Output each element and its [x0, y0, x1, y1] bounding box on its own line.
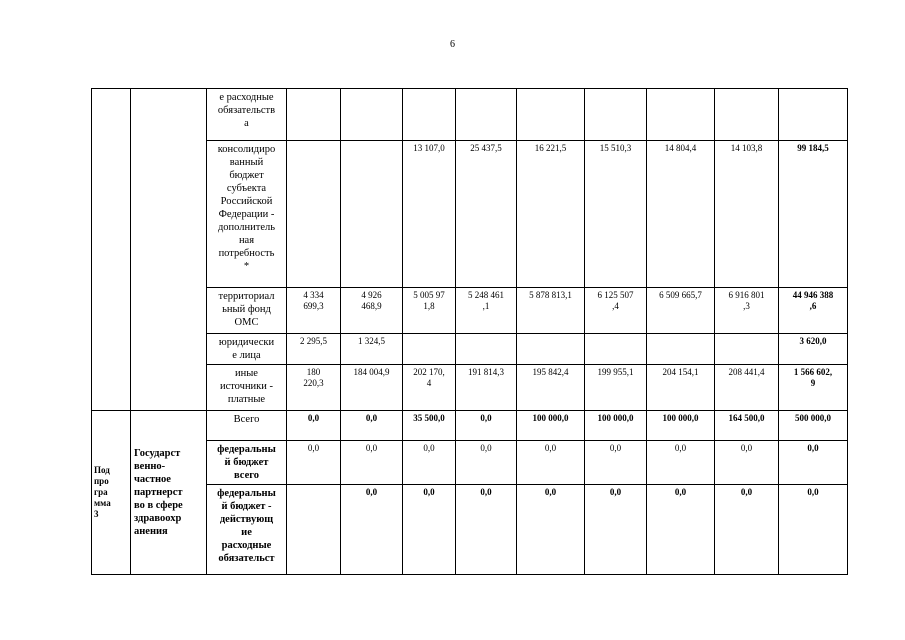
row-label: федеральны й бюджет всего: [207, 441, 287, 485]
total-cell: 500 000,0: [779, 411, 848, 441]
value-cell: 180 220,3: [287, 365, 341, 411]
subprogram-code-cell: [92, 89, 131, 411]
value-cell: 0,0: [456, 485, 517, 575]
value-cell: [341, 141, 403, 288]
value-cell: 16 221,5: [517, 141, 585, 288]
value-cell: [715, 89, 779, 141]
page-number: 6: [450, 39, 455, 50]
value-cell: 0,0: [517, 441, 585, 485]
value-cell: [287, 141, 341, 288]
value-cell: 0,0: [403, 485, 456, 575]
value-cell: 25 437,5: [456, 141, 517, 288]
value-cell: 195 842,4: [517, 365, 585, 411]
value-cell: 6 509 665,7: [647, 288, 715, 334]
value-cell: [585, 334, 647, 365]
value-cell: [517, 89, 585, 141]
value-cell: 164 500,0: [715, 411, 779, 441]
row-label: иные источники - платные: [207, 365, 287, 411]
table-row: [92, 411, 848, 441]
value-cell: [715, 334, 779, 365]
row-label: Всего: [207, 411, 287, 441]
value-cell: [456, 89, 517, 141]
value-cell: 0,0: [403, 441, 456, 485]
value-cell: 184 004,9: [341, 365, 403, 411]
value-cell: 204 154,1: [647, 365, 715, 411]
value-cell: 0,0: [287, 441, 341, 485]
value-cell: 0,0: [341, 411, 403, 441]
row-label: консолидиро ванный бюджет субъекта Российской Федерации - дополнитель ная потребность *: [207, 141, 287, 288]
value-cell: [647, 89, 715, 141]
value-cell: [517, 334, 585, 365]
total-cell: 0,0: [779, 441, 848, 485]
value-cell: 0,0: [647, 441, 715, 485]
value-cell: [403, 89, 456, 141]
value-cell: 0,0: [456, 441, 517, 485]
value-cell: [287, 485, 341, 575]
value-cell: 0,0: [585, 485, 647, 575]
value-cell: [647, 334, 715, 365]
value-cell: 35 500,0: [403, 411, 456, 441]
value-cell: [287, 89, 341, 141]
value-cell: 208 441,4: [715, 365, 779, 411]
total-cell: 3 620,0: [779, 334, 848, 365]
subprogram-name: Государст венно- частное партнерст во в сфере здравоохр анения: [131, 411, 207, 575]
value-cell: 0,0: [517, 485, 585, 575]
value-cell: 0,0: [341, 485, 403, 575]
value-cell: [456, 334, 517, 365]
value-cell: 100 000,0: [647, 411, 715, 441]
value-cell: 15 510,3: [585, 141, 647, 288]
value-cell: 5 878 813,1: [517, 288, 585, 334]
value-cell: 0,0: [647, 485, 715, 575]
value-cell: 0,0: [715, 485, 779, 575]
subprogram-name-cell: [131, 89, 207, 411]
total-cell: 44 946 388 ,6: [779, 288, 848, 334]
value-cell: [403, 334, 456, 365]
value-cell: 0,0: [585, 441, 647, 485]
value-cell: 1 324,5: [341, 334, 403, 365]
value-cell: 191 814,3: [456, 365, 517, 411]
value-cell: 100 000,0: [517, 411, 585, 441]
value-cell: 14 103,8: [715, 141, 779, 288]
value-cell: 6 916 801 ,3: [715, 288, 779, 334]
value-cell: [341, 89, 403, 141]
subprogram-code: Под про гра мма 3: [92, 411, 131, 575]
value-cell: 4 334 699,3: [287, 288, 341, 334]
total-cell: [779, 89, 848, 141]
total-cell: 0,0: [779, 485, 848, 575]
row-label: территориал ьный фонд ОМС: [207, 288, 287, 334]
value-cell: 14 804,4: [647, 141, 715, 288]
budget-table: [91, 88, 848, 575]
value-cell: 4 926 468,9: [341, 288, 403, 334]
table-row: [92, 89, 848, 141]
value-cell: 2 295,5: [287, 334, 341, 365]
value-cell: 6 125 507 ,4: [585, 288, 647, 334]
row-label: федеральны й бюджет - действующ ие расходные обязательст: [207, 485, 287, 575]
value-cell: 0,0: [456, 411, 517, 441]
total-cell: 99 184,5: [779, 141, 848, 288]
value-cell: 13 107,0: [403, 141, 456, 288]
value-cell: 5 005 97 1,8: [403, 288, 456, 334]
value-cell: [585, 89, 647, 141]
total-cell: 1 566 602, 9: [779, 365, 848, 411]
value-cell: 5 248 461 ,1: [456, 288, 517, 334]
row-label: юридически е лица: [207, 334, 287, 365]
value-cell: 100 000,0: [585, 411, 647, 441]
value-cell: 199 955,1: [585, 365, 647, 411]
value-cell: 0,0: [287, 411, 341, 441]
row-label: е расходные обязательств а: [207, 89, 287, 141]
value-cell: 0,0: [715, 441, 779, 485]
value-cell: 202 170, 4: [403, 365, 456, 411]
value-cell: 0,0: [341, 441, 403, 485]
